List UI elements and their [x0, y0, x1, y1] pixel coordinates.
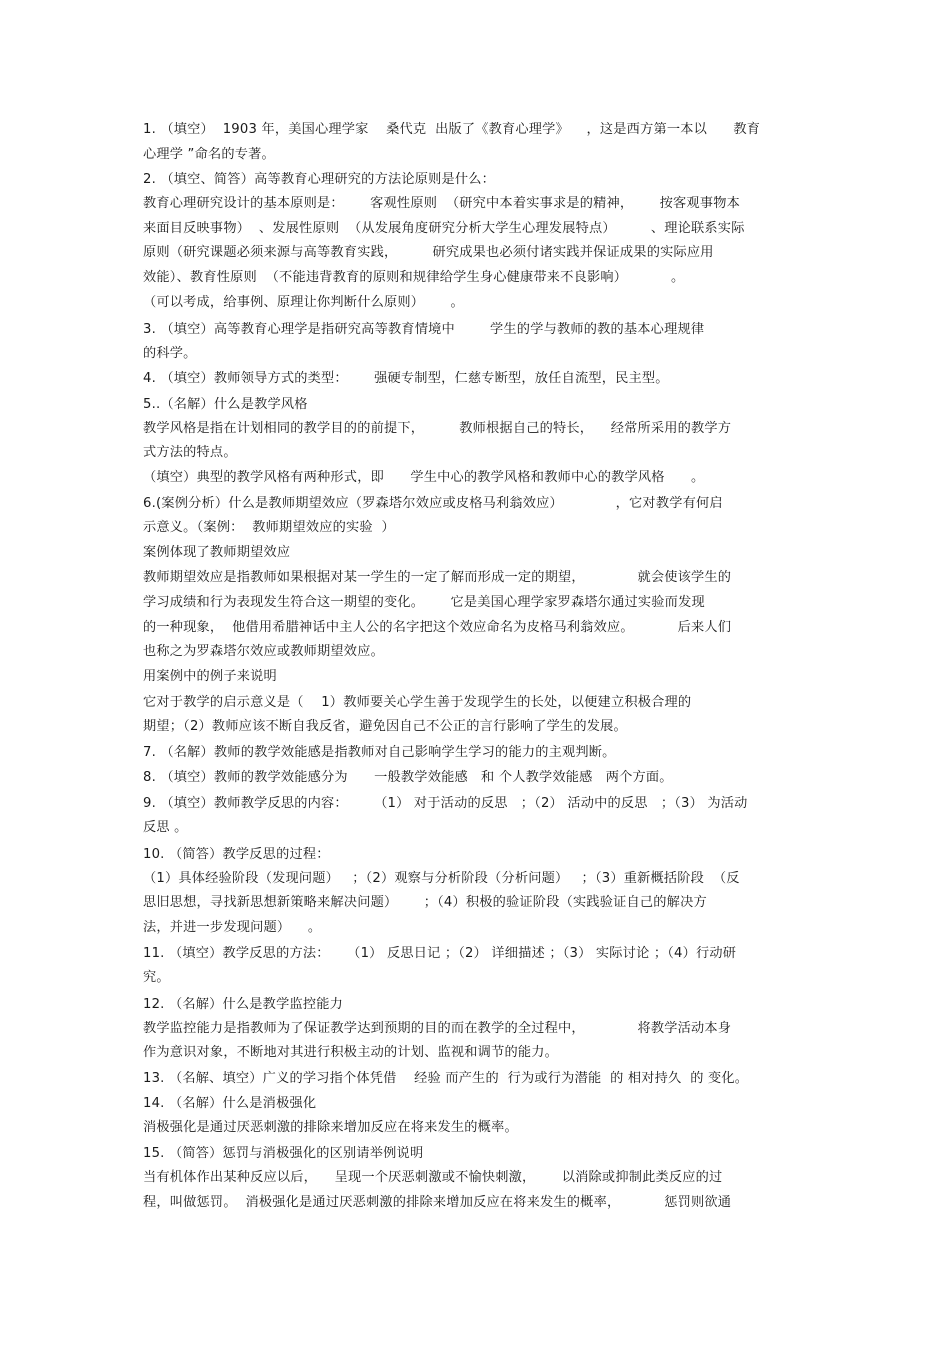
text-line: （填空）典型的教学风格有两种形式，即 学生中心的教学风格和教师中心的教学风格 。: [143, 470, 705, 485]
text-line: 也称之为罗森塔尔效应或教师期望效应。: [143, 644, 384, 659]
text-line: 原则（研究课题必须来源与高等教育实践， 研究成果也必须付诸实践并保证成果的实际应用: [143, 245, 714, 260]
text-line: （1）具体经验阶段（发现问题） ；（2）观察与分析阶段（分析问题） ；（3）重新概括阶段 （反: [143, 871, 740, 886]
text-line: 程，叫做惩罚。 消极强化是通过厌恶刺激的排除来增加反应在将来发生的概率， 惩罚则欲通: [143, 1195, 732, 1210]
text-line: 1. （填空） 1903 年，美国心理学家 桑代克 出版了《教育心理学》 ，这是西方第一本以 教育: [143, 122, 761, 137]
text-line: 期望；（2）教师应该不断自我反省，避免因自己不公正的言行影响了学生的发展。: [143, 719, 627, 734]
text-line: 心理学 ”命名的专著。: [143, 147, 275, 162]
text-line: 它对于教学的启示意义是（ 1）教师要关心学生善于发现学生的长处，以便建立积极合理的: [143, 695, 692, 710]
text-line: 法，并进一步发现问题） 。: [143, 920, 322, 935]
text-line: 来面目反映事物） 、发展性原则 （从发展角度研究分析大学生心理发展特点） 、理论联系实际: [143, 221, 745, 236]
text-line: 学习成绩和行为表现发生符合这一期望的变化。 它是美国心理学家罗森塔尔通过实验而发现: [143, 595, 705, 610]
text-line: 11. （填空）教学反思的方法： （1） 反思日记 ；（2） 详细描述 ；（3） 实际讨论 ；（4）行动研: [143, 946, 737, 961]
text-line: 反思 。: [143, 820, 188, 835]
text-line: 式方法的特点。: [143, 445, 237, 460]
text-line: 思旧思想，寻找新思想新策略来解决问题） ；（4）积极的验证阶段（实践验证自己的解决方: [143, 895, 707, 910]
text-line: 的科学。: [143, 346, 197, 361]
text-line: 5..（名解）什么是教学风格: [143, 397, 308, 412]
text-line: 当有机体作出某种反应以后， 呈现一个厌恶刺激或不愉快刺激， 以消除或抑制此类反应的过: [143, 1170, 723, 1185]
text-line: 案例体现了教师期望效应: [143, 545, 291, 560]
text-line: 教学监控能力是指教师为了保证教学达到预期的目的而在教学的全过程中， 将教学活动本身: [143, 1021, 732, 1036]
text-line: 10. （简答）教学反思的过程：: [143, 847, 330, 862]
text-line: 14. （名解）什么是消极强化: [143, 1096, 317, 1111]
text-line: 9. （填空）教师教学反思的内容： （1） 对于活动的反思 ；（2） 活动中的反思 ；（3） 为活动: [143, 796, 748, 811]
text-line: 示意义。（案例： 教师期望效应的实验 ）: [143, 520, 395, 535]
text-line: 2. （填空、简答）高等教育心理研究的方法论原则是什么：: [143, 172, 496, 187]
text-line: 15. （简答）惩罚与消极强化的区别请举例说明: [143, 1146, 424, 1161]
text-line: 教学风格是指在计划相同的教学目的的前提下， 教师根据自己的特长， 经常所采用的教学方: [143, 421, 732, 436]
text-line: 6.(案例分析）什么是教师期望效应（罗森塔尔效应或皮格马利翁效应） ，它对教学有何启: [143, 496, 723, 511]
text-line: 3. （填空）高等教育心理学是指研究高等教育情境中 学生的学与教师的教的基本心理规律: [143, 322, 705, 337]
text-line: 究。: [143, 970, 170, 985]
text-line: 用案例中的例子来说明: [143, 669, 277, 684]
text-line: 作为意识对象，不断地对其进行积极主动的计划、监视和调节的能力。: [143, 1045, 559, 1060]
text-line: （可以考成，给事例、原理让你判断什么原则） 。: [143, 295, 464, 310]
text-line: 7. （名解）教师的教学效能感是指教师对自己影响学生学习的能力的主观判断。: [143, 745, 616, 760]
text-line: 教师期望效应是指教师如果根据对某一学生的一定了解而形成一定的期望， 就会使该学生的: [143, 570, 732, 585]
text-line: 8. （填空）教师的教学效能感分为 一般教学效能感 和 个人教学效能感 两个方面。: [143, 770, 673, 785]
text-line: 消极强化是通过厌恶刺激的排除来增加反应在将来发生的概率。: [143, 1120, 518, 1135]
text-line: 12. （名解）什么是教学监控能力: [143, 997, 344, 1012]
text-line: 的一种现象， 他借用希腊神话中主人公的名字把这个效应命名为皮格马利翁效应。 后来人们: [143, 620, 732, 635]
text-line: 教育心理研究设计的基本原则是： 客观性原则 （研究中本着实事求是的精神， 按客观事物本: [143, 196, 740, 211]
text-line: 13. （名解、填空）广义的学习指个体凭借 经验 而产生的 行为或行为潜能 的 相对持久 的 变化。: [143, 1071, 749, 1086]
text-line: 4. （填空）教师领导方式的类型： 强硬专制型，仁慈专断型，放任自流型，民主型。: [143, 371, 669, 386]
text-line: 效能）、教育性原则 （不能违背教育的原则和规律给学生身心健康带来不良影响） 。: [143, 270, 685, 285]
